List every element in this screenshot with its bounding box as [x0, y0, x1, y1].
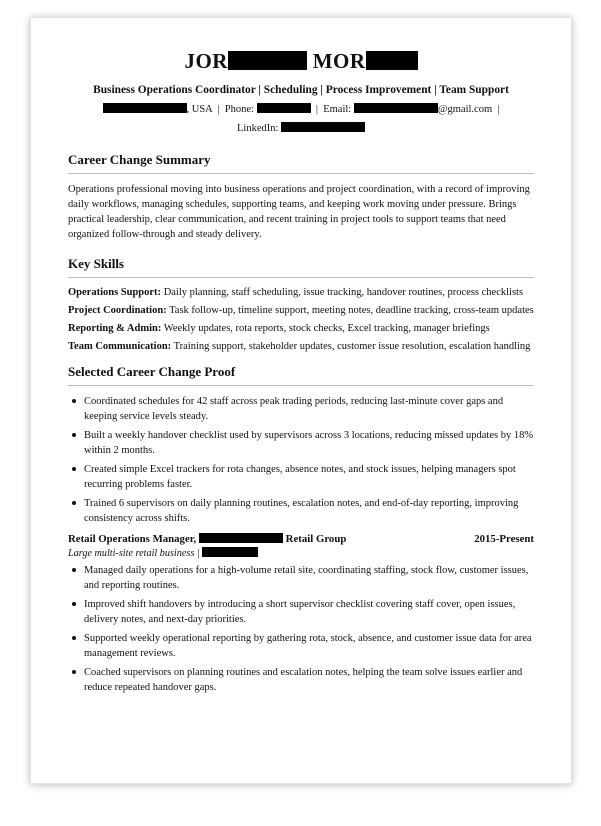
list-item: Managed daily operations for a high-volume retail site, coordinating staffing, stock flow, customer issues, and reporting routines. [68, 563, 534, 593]
list-item: Supported weekly operational reporting by gathering rota, stock, absence, and customer issue data for area management reviews. [68, 631, 534, 661]
skill-row [68, 304, 534, 318]
job-subtitle [68, 547, 534, 561]
summary-section [68, 152, 534, 242]
separator: | [315, 104, 318, 115]
skill-text: Daily planning, staff scheduling, issue tracking, handover routines, process checklists [161, 287, 524, 298]
skill-label: Reporting & Admin: [68, 323, 162, 334]
job-entry [68, 532, 534, 695]
headline: Business Operations Coordinator | Scheduling | Process Improvement | Team Support [93, 84, 509, 96]
contact-line [68, 103, 534, 116]
skill-text: Training support, stakeholder updates, customer issue resolution, escalation handling [171, 341, 531, 352]
skill-label: Team Communication: [68, 341, 172, 352]
list-item: Improved shift handovers by introducing a short supervisor checklist covering staff cover, open issues, delivery notes, and next-day priorities. [68, 597, 534, 627]
list-item: Trained 6 supervisors on daily planning routines, escalation notes, and end-of-day reporting, improving consistency across shifts. [68, 496, 534, 526]
job-bullets [68, 563, 534, 695]
job-header [68, 532, 534, 546]
summary-text: Operations professional moving into business operations and project coordination, with a record of improving daily workflows, managing schedules, supporting teams, and keeping work moving under pressure. Brings practical leadership, clear communication, and recent training in project tools to support teams that need organized follow-through and steady delivery. [68, 184, 530, 240]
section-title: Career Change Summary [68, 152, 534, 174]
name-last-visible: MOR [312, 49, 366, 73]
linkedin-label: LinkedIn: [236, 123, 279, 134]
email-suffix: @gmail.com [437, 104, 493, 115]
redaction-bar [354, 103, 438, 113]
skill-label: Operations Support: [68, 287, 162, 298]
redaction-bar [228, 51, 307, 70]
email-label: Email: [323, 104, 352, 115]
skill-label: Project Coordination: [68, 305, 167, 316]
resume-content [68, 48, 534, 699]
redaction-bar [199, 533, 283, 543]
location-suffix: , USA [186, 104, 213, 115]
redaction-bar [257, 103, 311, 113]
proof-list [68, 394, 534, 526]
job-title [68, 532, 346, 546]
skill-row [68, 340, 534, 354]
redaction-bar [281, 122, 365, 132]
name-first-visible: JOR [184, 49, 228, 73]
job-title-text: Retail Operations Manager, [68, 533, 197, 545]
proof-section [68, 364, 534, 526]
list-item: Built a weekly handover checklist used by supervisors across 3 locations, reducing missed updates by 18% within 2 months. [68, 428, 534, 458]
list-item: Created simple Excel trackers for rota changes, absence notes, and stock issues, helping managers spot recurring problems faster. [68, 462, 534, 492]
candidate-name [68, 48, 534, 74]
list-item: Coached supervisors on planning routines and escalation notes, helping the team solve issues earlier and reduce repeated handover gaps. [68, 665, 534, 695]
redaction-bar [366, 51, 418, 70]
separator: | [497, 104, 500, 115]
redaction-bar [202, 547, 258, 557]
linkedin-line [68, 122, 534, 135]
skills-list [68, 286, 534, 354]
phone-label: Phone: [224, 104, 254, 115]
section-title: Key Skills [68, 256, 534, 278]
resume-page [30, 17, 572, 784]
separator: | [217, 104, 220, 115]
list-item: Coordinated schedules for 42 staff across peak trading periods, reducing last-minute cover gaps and keeping service levels steady. [68, 394, 534, 424]
redaction-bar [103, 103, 187, 113]
section-title: Selected Career Change Proof [68, 364, 534, 386]
company-suffix: Retail Group [285, 533, 347, 545]
skill-row [68, 322, 534, 336]
skill-row [68, 286, 534, 300]
skill-text: Task follow-up, timeline support, meeting notes, deadline tracking, cross-team updates [166, 305, 534, 316]
skills-section [68, 256, 534, 354]
job-dates: 2015-Present [474, 533, 534, 545]
job-subtitle-text: Large multi-site retail business | [68, 548, 200, 559]
skill-text: Weekly updates, rota reports, stock checks, Excel tracking, manager briefings [161, 323, 490, 334]
